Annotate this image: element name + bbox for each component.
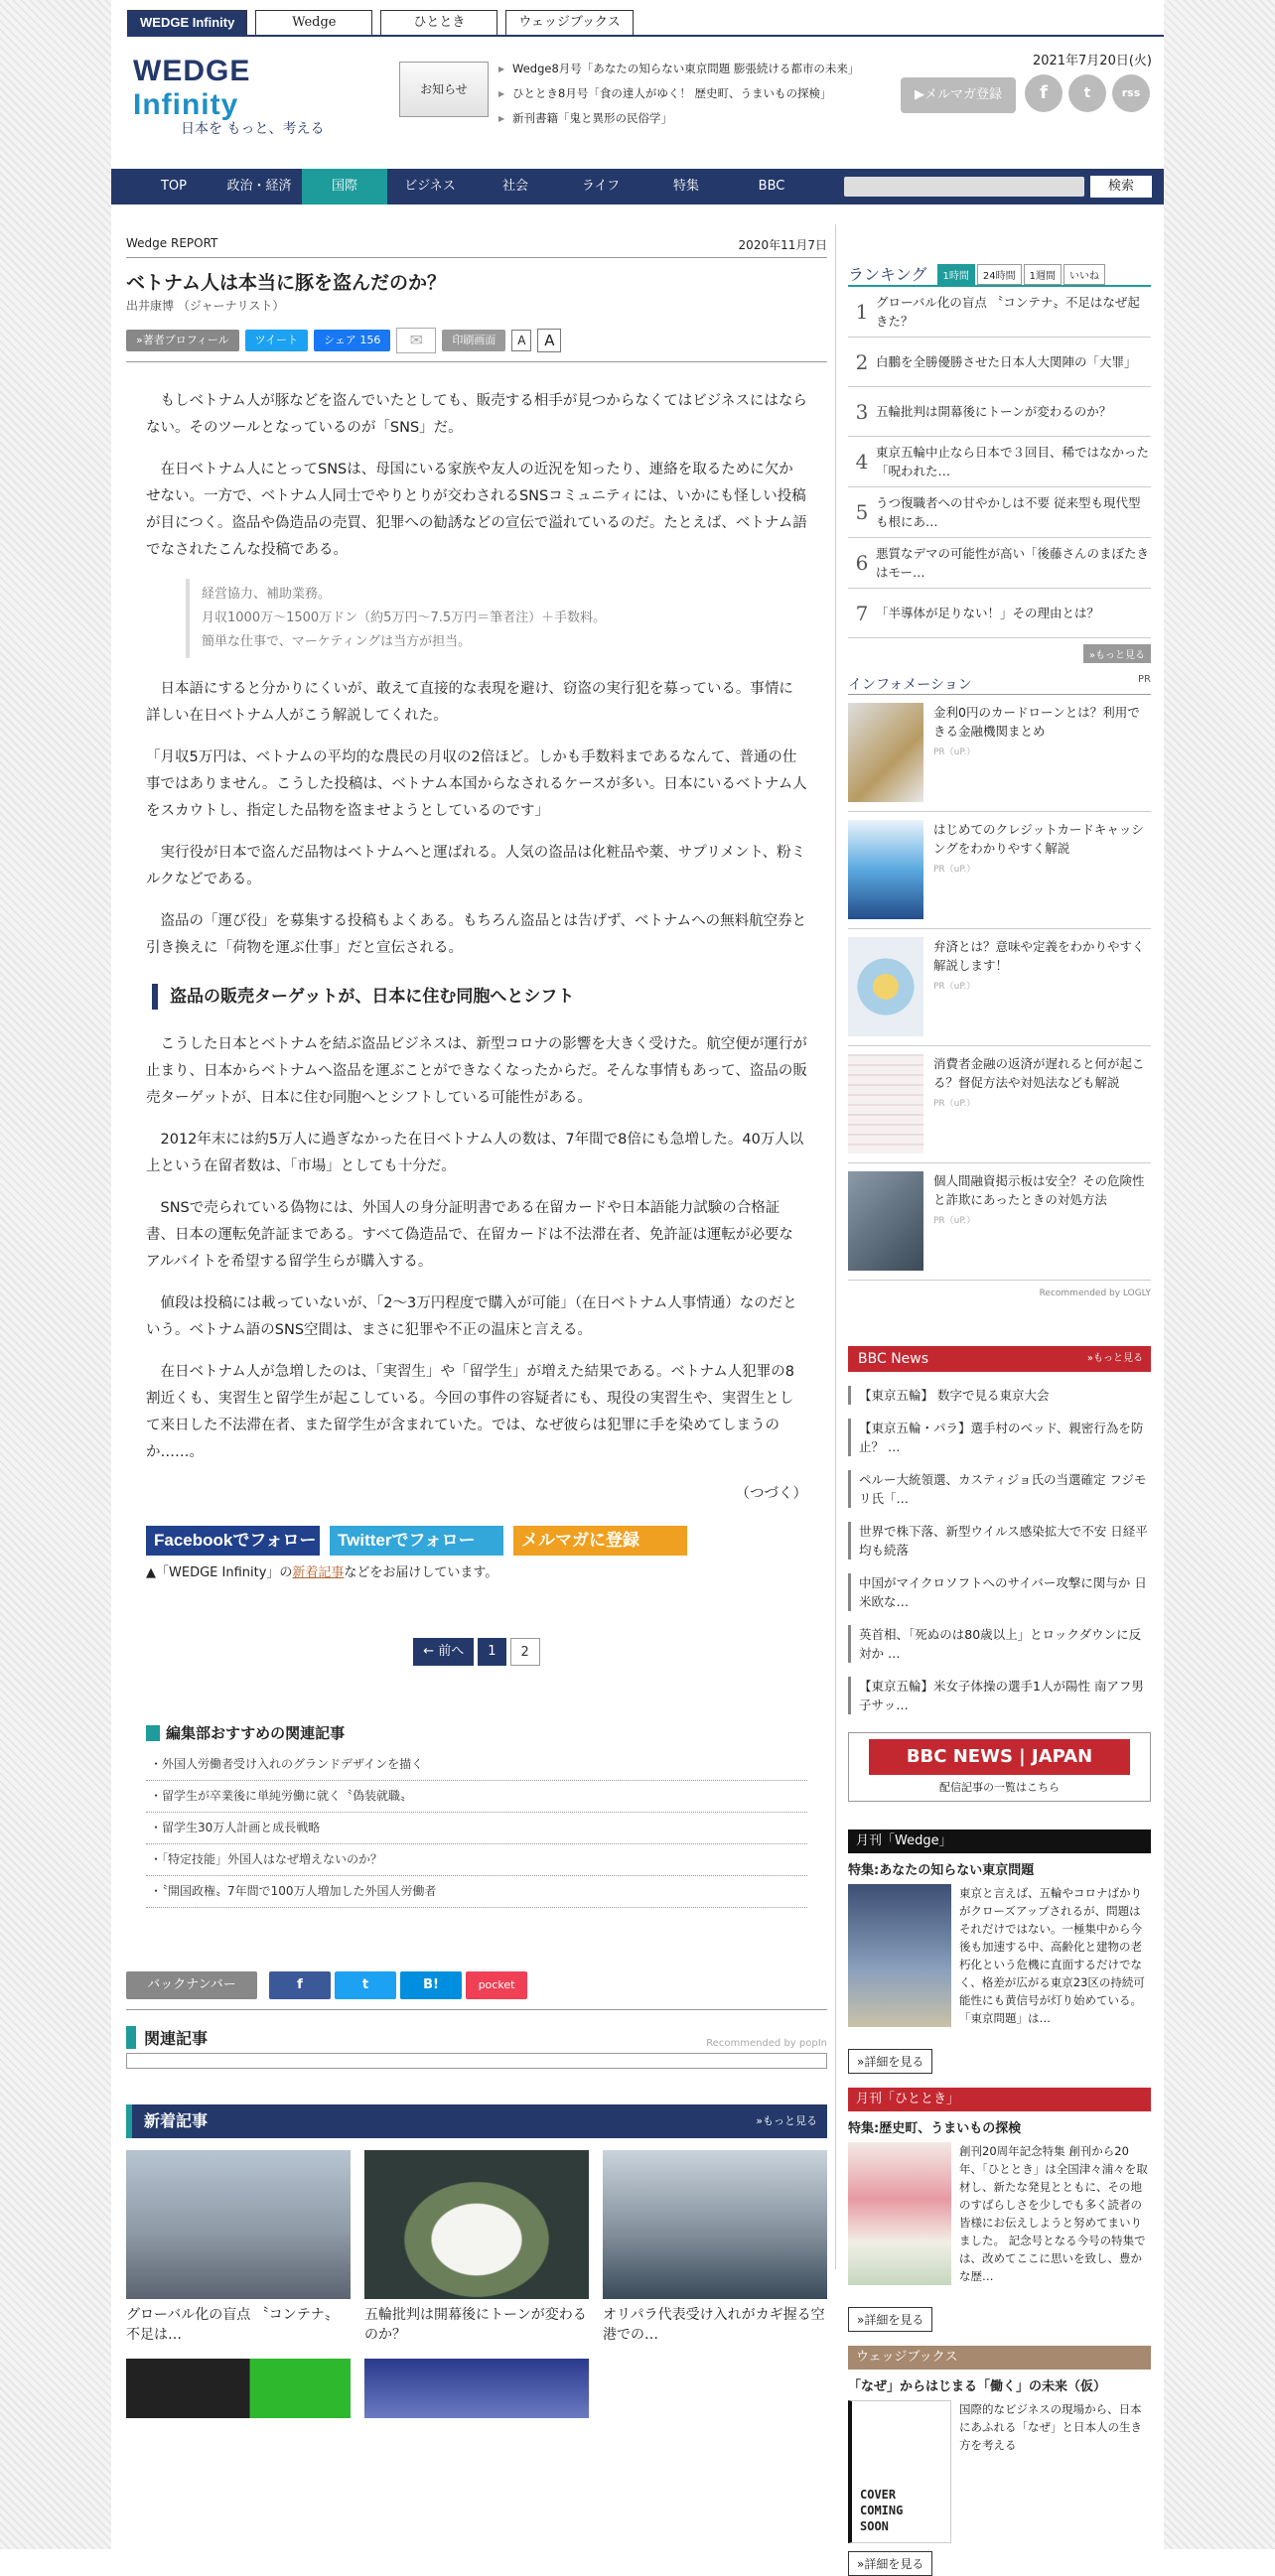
- follow-buttons: [146, 1526, 827, 1556]
- paragraph: 2012年末には約5万人に過ぎなかった在日ベトナム人の数は、7年間で8倍にも急増した。40万人以上という在留者数は、「市場」としても十分だ。: [146, 1132, 804, 1174]
- paragraph: 在日ベトナム人にとってSNSは、母国にいる家族や友人の近況を知ったり、連絡を取るために欠かせない。一方で、ベトナム人同士でやりとりが交わされるSNSコミュニティには、いかにも怪しい投稿が目につく。盗品や偽造品の売買、犯罪への勧誘などの宣伝で溢れているのだ。たとえば、ベトナム語でなされたこんな投稿である。: [146, 462, 807, 558]
- newsletter-signup-button[interactable]: メルマガに登録: [513, 1526, 687, 1556]
- article-author: 出井康博 （ジャーナリスト）: [126, 299, 285, 313]
- notice-item[interactable]: ▶ 新刊書籍「鬼と異形の民俗学」: [498, 109, 856, 128]
- nav-business[interactable]: ビジネス: [404, 179, 456, 194]
- info-item[interactable]: [848, 812, 1151, 929]
- info-item[interactable]: [848, 695, 1151, 812]
- info-title: 弁済とは？意味や定義をわかりやすく解説します！: [933, 939, 1145, 973]
- search-input[interactable]: [844, 177, 1084, 197]
- site-logo[interactable]: [133, 55, 332, 137]
- paragraph: 在日ベトナム人が急増したのは、「実習生」や「留学生」が増えた結果である。ベトナム人犯罪の8割近くも、実習生と留学生が起こしている。今回の事件の容疑者にも、現役の実習生や、実習生として来日した不法滞在者、また留学生が含まれていた。では、なぜ彼らは犯罪に手を染めてしまうのか……。: [146, 1364, 795, 1460]
- tools-rule: [126, 361, 827, 362]
- article-card[interactable]: [126, 2150, 351, 2345]
- nav-top[interactable]: TOP: [160, 179, 187, 194]
- site-tabs: [127, 10, 634, 36]
- nav-bbc[interactable]: BBC: [758, 179, 785, 194]
- magazine-bar: 月刊「Wedge」: [848, 1830, 1151, 1853]
- pr-label: PR: [1138, 674, 1151, 685]
- books-bar: ウェッジブックス: [848, 2346, 1151, 2370]
- ranking-tab-1h[interactable]: 1時間: [937, 264, 975, 285]
- information-header: [848, 674, 1151, 695]
- info-title: 個人間融資掲示板は安全？その危険性と詐欺にあったときの対処方法: [933, 1173, 1145, 1207]
- ranking-item[interactable]: 6 悪質なデマの可能性が高い「後藤さんのまぼたきはモー…: [848, 538, 1151, 589]
- article-card-title: オリパラ代表受け入れがカギ握る空港での…: [603, 2307, 825, 2343]
- new-articles-header: [126, 2104, 827, 2138]
- ranking-header: [848, 262, 1151, 287]
- nav-society[interactable]: 社会: [501, 179, 528, 194]
- info-title: 金利0円のカードローンとは？利用できる金融機関まとめ: [933, 705, 1140, 739]
- prev-page-button[interactable]: ← 前へ: [413, 1638, 474, 1666]
- article-tools: [126, 326, 827, 355]
- bbc-banner[interactable]: [848, 1732, 1151, 1802]
- bbc-item[interactable]: 中国がマイクロソフトへのサイバー攻撃に関与か 日米欧な…: [848, 1573, 1151, 1611]
- article-thumbnail: [126, 2150, 351, 2299]
- editor-pick-link[interactable]: ・〝開国政権〟7年間で100万人増加した外国人労働者: [146, 1876, 807, 1908]
- related-articles-box: [126, 2053, 827, 2069]
- main-column: [126, 228, 827, 2418]
- article-card-title: 五輪批判は開幕後にトーンが変わるのか？: [364, 2307, 587, 2343]
- subheading: 盗品の販売ターゲットが、日本に住む同胞へとシフト: [152, 984, 807, 1010]
- facebook-follow-button[interactable]: Facebookでフォロー: [146, 1526, 320, 1556]
- site-tab-hitotoki[interactable]: ひととき: [380, 10, 497, 36]
- info-item[interactable]: [848, 1163, 1151, 1281]
- bbc-header: [848, 1346, 1151, 1372]
- quote-line: 月収1000万〜1500万ドン（約5万円〜7.5万円＝筆者注）＋手数料。: [202, 610, 607, 625]
- books-detail-button[interactable]: »詳細を見る: [848, 2551, 932, 2576]
- bbc-logo: BBC NEWS | JAPAN: [869, 1739, 1130, 1775]
- ranking-tab-24h[interactable]: 24時間: [977, 264, 1022, 285]
- column-divider: [835, 224, 836, 2269]
- bbc-section: [848, 1346, 1151, 1802]
- font-large-icon[interactable]: A: [537, 329, 561, 352]
- twitter-icon[interactable]: t: [335, 1971, 396, 1999]
- email-icon[interactable]: ✉: [396, 328, 436, 353]
- editor-pick-link[interactable]: ・留学生が卒業後に単純労働に就く〝偽装就職〟: [146, 1781, 807, 1813]
- article-date: 2020年11月7日: [738, 238, 827, 252]
- ranking-item[interactable]: 7 「半導体が足りない！」その理由とは？: [848, 589, 1151, 638]
- info-item[interactable]: [848, 1046, 1151, 1163]
- article-title: ベトナム人は本当に豚を盗んだのか？: [126, 272, 447, 294]
- paragraph: 日本語にすると分かりにくいが、敢えて直接的な表現を避け、窃盗の実行犯を募っている。事情に詳しい在日ベトナム人がこう解説してくれた。: [146, 681, 793, 724]
- page-1-button[interactable]: 1: [478, 1638, 505, 1666]
- info-pr: PR（uP.）: [933, 865, 976, 875]
- related-articles-header: [126, 2026, 827, 2049]
- site-tab-wedge-infinity[interactable]: WEDGE Infinity: [127, 10, 247, 36]
- page-2-button[interactable]: 2: [510, 1638, 540, 1666]
- newsletter-button[interactable]: ▶メルマガ登録: [901, 77, 1016, 113]
- pagination: [126, 1638, 827, 1666]
- info-thumbnail: [848, 937, 923, 1036]
- hatena-bookmark-icon[interactable]: B!: [400, 1971, 462, 1999]
- info-pr: PR（uP.）: [933, 982, 976, 992]
- nav-life[interactable]: ライフ: [581, 179, 621, 194]
- book-cover-text: COVER COMING SOON: [860, 2488, 904, 2533]
- article-card[interactable]: [603, 2150, 827, 2345]
- quote-line: 経営協力、補助業務。: [202, 587, 332, 602]
- font-small-icon[interactable]: A: [511, 330, 531, 351]
- nav-feature[interactable]: 特集: [672, 179, 699, 194]
- facebook-icon[interactable]: f: [1025, 74, 1062, 112]
- tweet-button[interactable]: ツイート: [245, 330, 308, 351]
- magazine-cover[interactable]: [848, 1884, 951, 2027]
- magazine-headline[interactable]: 特集:歴史町、うまいもの探検: [848, 2121, 1022, 2136]
- twitter-icon[interactable]: t: [1068, 74, 1106, 112]
- ranking-item[interactable]: 3 五輪批判は開幕後にトーンが変わるのか？: [848, 387, 1151, 437]
- magazine-hitotoki: [848, 2088, 1151, 2332]
- bbc-list: [848, 1386, 1151, 1714]
- notice-button[interactable]: お知らせ: [399, 62, 489, 117]
- hitotoki-detail-button[interactable]: »詳細を見る: [848, 2307, 932, 2332]
- page: [111, 0, 1164, 2571]
- header-date: 2021年7月20日(火): [1032, 54, 1152, 68]
- new-articles-grid: [126, 2150, 827, 2418]
- info-pr: PR（uP.）: [933, 1216, 976, 1226]
- bbc-more-link[interactable]: »もっと見る: [1086, 1353, 1143, 1364]
- editor-picks: [126, 1725, 827, 1908]
- book-title[interactable]: 「なぜ」からはじまる「働く」の未来（仮）: [848, 2379, 1107, 2394]
- paragraph: こうした日本とベトナムを結ぶ盗品ビジネスは、新型コロナの影響を大きく受けた。航空便が運行が止まり、日本からベトナムへ盗品を運ぶことができなくなったからだ。そんな事情もあって、盗品の販売ターゲットが、日本に住む同胞へとシフトしている可能性がある。: [146, 1036, 807, 1106]
- article-thumbnail: [364, 2359, 589, 2418]
- magazine-bar: 月刊「ひととき」: [848, 2088, 1151, 2111]
- info-item[interactable]: [848, 929, 1151, 1046]
- paragraph: SNSで売られている偽物には、外国人の身分証明書である在留カードや日本語能力試験の合格証書、日本の運転免許証まである。すべて偽造品で、在留カードは不法滞在者、免許証は運転が必要なアルバイトを希望する留学生らが購入する。: [146, 1200, 793, 1270]
- ranking-item[interactable]: 1 グローバル化の盲点 〝コンテナ〟不足はなぜ起きた？: [848, 287, 1151, 338]
- bbc-banner-caption: 配信記事の一覧はこちら: [939, 1781, 1060, 1794]
- header-rule: [127, 35, 1164, 37]
- search-button[interactable]: 検索: [1090, 176, 1152, 198]
- information-section: [848, 674, 1151, 1298]
- magazine-headline[interactable]: 特集:あなたの知らない東京問題: [848, 1863, 1035, 1878]
- caption-text: などをお届けしています。: [344, 1565, 498, 1580]
- logo-wordmark: WEDGE Infinity: [133, 55, 251, 121]
- notice-item[interactable]: ▶ Wedge8月号「あなたの知らない東京問題 膨張続ける都市の未来」: [498, 60, 856, 78]
- share-bar: [126, 1971, 827, 2010]
- info-title: はじめてのクレジットカードキャッシングをわかりやすく解説: [933, 822, 1144, 856]
- book-cover[interactable]: [848, 2400, 951, 2543]
- new-articles-link[interactable]: 新着記事: [292, 1565, 345, 1580]
- paragraph: 「月収5万円は、ベトナムの平均的な農民の月収の2倍ほど。しかも手数料まであるなんて、普通の仕事ではありません。こうした投稿は、ベトナム本国からなされるケースが多い。日本にいるベトナム人をスカウトし、指定した品物を盗ませようとしているのです」: [146, 749, 807, 819]
- wedge-books: [848, 2346, 1151, 2576]
- bbc-item[interactable]: 英首相、「死ぬのは80歳以上」とロックダウンに反対か …: [848, 1625, 1151, 1663]
- facebook-icon[interactable]: f: [269, 1971, 331, 1999]
- follow-caption: [146, 1561, 827, 1580]
- article-thumbnail: [603, 2150, 827, 2299]
- ranking-more-link[interactable]: »もっと見る: [1083, 644, 1151, 663]
- related-title: 関連記事: [144, 2029, 209, 2048]
- ranking-tab-1w[interactable]: 1週間: [1024, 264, 1062, 285]
- paragraph: 値段は投稿には載っていないが、「2〜3万円程度で購入が可能」（在日ベトナム人事情通）なのだという。ベトナム語のSNS空間は、まさに犯罪や不正の温床と言える。: [146, 1295, 797, 1338]
- print-button[interactable]: 印刷画面: [442, 330, 505, 351]
- ranking-title: ランキング: [848, 265, 927, 284]
- sidebar: [848, 262, 1151, 2576]
- logly-credit: Recommended by LOGLY: [1039, 1288, 1151, 1298]
- bbc-item[interactable]: ペルー大統領選、カスティジョ氏の当選確定 フジモリ氏「…: [848, 1470, 1151, 1508]
- info-title: 消費者金融の返済が遅れると何が起こる？督促方法や対処法なども解説: [933, 1056, 1145, 1090]
- twitter-follow-button[interactable]: Twitterでフォロー: [330, 1526, 503, 1556]
- paragraph: 盗品の「運び役」を募集する投稿もよくある。もちろん盗品とは告げず、ベトナムへの無料航空券と引き換えに「荷物を運ぶ仕事」だと宣伝される。: [146, 913, 807, 956]
- related-credit: Recommended by popIn: [706, 2038, 827, 2049]
- nav-politics[interactable]: 政治・経済: [226, 179, 292, 194]
- magazine-description: 創刊20周年記念特集 創刊から20年、「ひととき」は全国津々浦々を取材し、新たな発見とともに、その地のすばらしさを少しでも多く読者の皆様にお伝えしようと努めてまいりました。 記念号となる今号の特集では、改めてここに思いを致し、豊かな歴…: [959, 2144, 1148, 2283]
- article-body: [126, 388, 827, 1508]
- to-be-continued: （つづく）: [735, 1486, 807, 1502]
- paragraph: 実行役が日本で盗んだ品物はベトナムへと運ばれる。人気の盗品は化粧品や薬、サプリメント、粉ミルクなどである。: [146, 845, 806, 887]
- site-tab-wedge[interactable]: Wedge: [255, 10, 372, 36]
- bbc-item[interactable]: 【東京五輪・パラ】選手村のベッド、親密行為を防止？ …: [848, 1419, 1151, 1456]
- bbc-item[interactable]: 【東京五輪】 数字で見る東京大会: [848, 1386, 1151, 1405]
- info-pr: PR（uP.）: [933, 1099, 976, 1109]
- article-card[interactable]: [126, 2359, 351, 2418]
- editor-picks-title: 編集部おすすめの関連記事: [146, 1725, 807, 1741]
- info-thumbnail: [848, 1054, 923, 1153]
- quote-line: 簡単な仕事で、マーケティングは当方が担当。: [202, 634, 472, 649]
- editor-pick-link[interactable]: ・「特定技能」外国人はなぜ増えないのか？: [146, 1844, 807, 1876]
- ranking-list: [848, 287, 1151, 638]
- editor-pick-link[interactable]: ・留学生30万人計画と成長戦略: [146, 1813, 807, 1844]
- back-number-button[interactable]: バックナンバー: [126, 1971, 257, 1999]
- logo-tagline: 日本を もっと、考える: [181, 121, 325, 137]
- ranking-item[interactable]: 5 うつ復職者への甘やかしは不要 従来型も現代型も根にあ…: [848, 487, 1151, 538]
- author-profile-button[interactable]: »著者プロフィール: [126, 330, 239, 351]
- info-thumbnail: [848, 703, 923, 802]
- ranking-tab-likes[interactable]: いいね: [1063, 264, 1105, 285]
- article-card-title: グローバル化の盲点 〝コンテナ〟不足は…: [126, 2307, 339, 2343]
- quoted-post: [186, 579, 807, 658]
- article-thumbnail: [364, 2150, 589, 2299]
- nav-international[interactable]: 国際: [302, 169, 387, 204]
- magazine-wedge: [848, 1830, 1151, 2074]
- editor-pick-link[interactable]: ・外国人労働者受け入れのグランドデザインを描く: [146, 1749, 807, 1781]
- info-thumbnail: [848, 820, 923, 919]
- bbc-item[interactable]: 【東京五輪】米女子体操の選手1人が陽性 南アフ男子サッ…: [848, 1677, 1151, 1714]
- site-tab-wedge-books[interactable]: ウェッジブックス: [505, 10, 633, 36]
- info-thumbnail: [848, 1171, 923, 1271]
- article-meta: [126, 236, 827, 258]
- article-card[interactable]: [364, 2150, 589, 2345]
- article-thumbnail: [126, 2359, 351, 2418]
- ranking-item[interactable]: 4 東京五輪中止なら日本で３回目、稀ではなかった「呪われた…: [848, 437, 1151, 487]
- article-card[interactable]: [364, 2359, 589, 2418]
- bbc-title: BBC News: [858, 1351, 929, 1367]
- article-section[interactable]: Wedge REPORT: [126, 236, 218, 250]
- new-articles-title: 新着記事: [144, 2111, 209, 2130]
- pocket-icon[interactable]: pocket: [466, 1971, 527, 1999]
- notice-list: [498, 60, 860, 134]
- book-description: 国際的なビジネスの現場から、日本にあふれる「なぜ」と日本人の生き方を考える: [959, 2402, 1142, 2452]
- magazine-description: 東京と言えば、五輪やコロナばかりがクローズアップされるが、問題はそれだけではない。一極集中から今後も加速する中、高齢化と建物の老朽化という危機に直面するだけでなく、格差が広がる東京23区の持続可能性にも黄信号が灯り始めている。「東京問題」は…: [959, 1886, 1145, 2025]
- facebook-share-button[interactable]: シェア 156: [314, 330, 390, 351]
- bbc-item[interactable]: 世界で株下落、新型ウイルス感染拡大で不安 日経平均も続落: [848, 1522, 1151, 1559]
- rss-icon[interactable]: rss: [1112, 74, 1150, 112]
- wedge-detail-button[interactable]: »詳細を見る: [848, 2049, 932, 2074]
- info-pr: PR（uP.）: [933, 747, 976, 757]
- caption-text: ▲「WEDGE Infinity」の: [146, 1565, 293, 1580]
- information-title: インフォメーション: [848, 677, 972, 693]
- ranking-item[interactable]: 2 白鵬を全勝優勝させた日本人大関陣の「大罪」: [848, 338, 1151, 387]
- paragraph: もしベトナム人が豚などを盗んでいたとしても、販売する相手が見つからなくてはビジネスにはならない。そのツールとなっているのが「SNS」だ。: [146, 393, 807, 436]
- notice-item[interactable]: ▶ ひととき8月号「食の達人がゆく！ 歴史町、うまいもの探検」: [498, 84, 856, 103]
- magazine-cover[interactable]: [848, 2142, 951, 2285]
- more-link[interactable]: »もっと見る: [756, 2114, 817, 2127]
